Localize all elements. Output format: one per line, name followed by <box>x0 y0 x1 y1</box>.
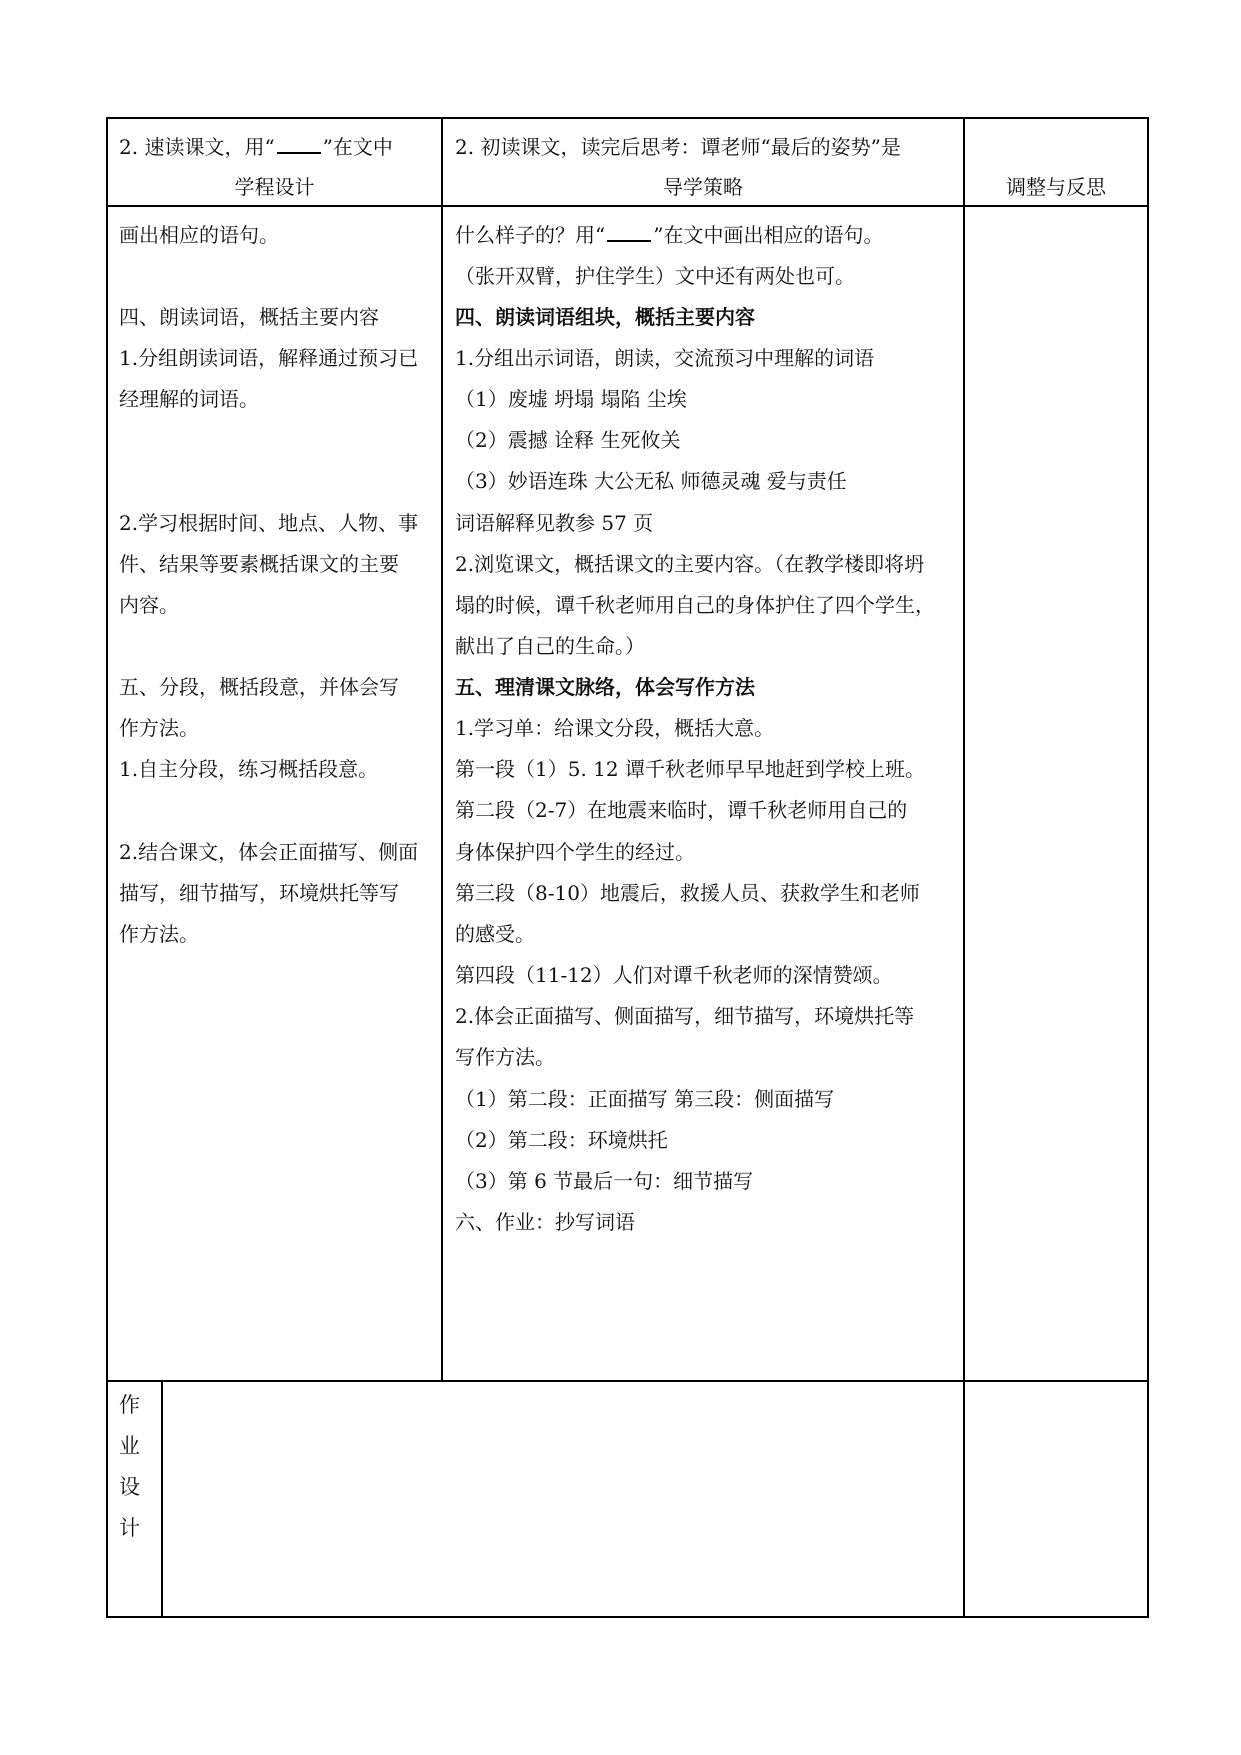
underline-blank <box>607 224 651 242</box>
col2-line: 1.分组出示词语，朗读，交流预习中理解的词语 <box>455 346 875 370</box>
col2-line: 1.学习单：给课文分段，概括大意。 <box>455 716 775 740</box>
table-left-border <box>106 117 108 1618</box>
table-bottom-border <box>106 1616 1149 1618</box>
col2-line: 身体保护四个学生的经过。 <box>455 840 695 864</box>
homework-label-char: 设 <box>119 1475 140 1499</box>
col1-line: 2.结合课文，体会正面描写、侧面 <box>119 840 419 864</box>
col2-homework-line: 六、作业：抄写词语 <box>455 1210 635 1234</box>
col1-line: 作方法。 <box>119 716 199 740</box>
col2-word-group: （1）废墟 坍塌 塌陷 尘埃 <box>455 387 687 411</box>
col1-line: 作方法。 <box>119 922 199 946</box>
col1-header-title: 学程设计 <box>234 175 315 199</box>
col2-line: 塌的时候，谭千秋老师用自己的身体护住了四个学生， <box>455 593 935 617</box>
col2-word-group: （2）震撼 诠释 生死攸关 <box>455 428 681 452</box>
col2-line: 什么样子的？用“ ”在文中画出相应的语句。 <box>455 223 884 247</box>
col1-line: 内容。 <box>119 593 179 617</box>
col1-col2-divider <box>441 117 443 1382</box>
col1-continued-line: 2. 速读课文，用“ ”在文中 <box>119 135 393 159</box>
col1-section-five-heading: 五、分段，概括段意，并体会写 <box>119 675 399 699</box>
col2-line: （1）第二段：正面描写 第三段：侧面描写 <box>455 1087 835 1111</box>
col1-line: 2.学习根据时间、地点、人物、事 <box>119 511 419 535</box>
col2-paragraph-summary: 第一段（1）5. 12 谭千秋老师早早地赶到学校上班。 <box>455 757 925 781</box>
col1-line: 经理解的词语。 <box>119 387 259 411</box>
col1-line: 描写，细节描写，环境烘托等写 <box>119 881 399 905</box>
col1-section-four-heading: 四、朗读词语，概括主要内容 <box>119 305 379 329</box>
homework-label-char: 计 <box>119 1516 140 1540</box>
col1-line: 1.分组朗读词语，解释通过预习已 <box>119 346 419 370</box>
homework-label-char: 业 <box>119 1434 140 1458</box>
col2-line: 词语解释见教参 57 页 <box>455 511 654 535</box>
col2-word-group: （3）妙语连珠 大公无私 师德灵魂 爱与责任 <box>455 469 847 493</box>
col2-line: 2.浏览课文，概括课文的主要内容。（在教学楼即将坍 <box>455 552 925 576</box>
col1-line: 1.自主分段，练习概括段意。 <box>119 757 379 781</box>
col2-section-five-heading: 五、理清课文脉络，体会写作方法 <box>455 675 755 699</box>
col2-line: （2）第二段：环境烘托 <box>455 1128 668 1152</box>
homework-label-divider <box>161 1380 163 1618</box>
col2-line: 2.体会正面描写、侧面描写，细节描写，环境烘托等 <box>455 1004 915 1028</box>
col2-line: 写作方法。 <box>455 1045 555 1069</box>
col1-line: 画出相应的语句。 <box>119 223 279 247</box>
col2-line: （张开双臂，护住学生）文中还有两处也可。 <box>455 264 855 288</box>
underline-blank <box>277 136 321 154</box>
col2-paragraph-summary: 第三段（8-10）地震后，救援人员、获救学生和老师 <box>455 881 920 905</box>
col2-paragraph-summary: 第四段（11-12）人们对谭千秋老师的深情赞颂。 <box>455 963 893 987</box>
table-top-border <box>106 117 1149 119</box>
col3-header-title: 调整与反思 <box>1006 175 1106 199</box>
col2-header-title: 导学策略 <box>663 175 743 199</box>
header-bottom-border <box>106 205 1149 207</box>
col2-line: 献出了自己的生命。） <box>455 634 645 658</box>
col1-line: 件、结果等要素概括课文的主要 <box>119 552 399 576</box>
col2-continued-line: 2. 初读课文，读完后思考：谭老师“最后的姿势”是 <box>455 135 901 159</box>
col2-line: 的感受。 <box>455 922 535 946</box>
col2-section-four-heading: 四、朗读词语组块，概括主要内容 <box>455 305 755 329</box>
col2-col3-divider <box>963 117 965 1618</box>
col2-paragraph-summary: 第二段（2-7）在地震来临时，谭千秋老师用自己的 <box>455 798 908 822</box>
homework-label-char: 作 <box>119 1393 140 1417</box>
col2-line: （3）第 6 节最后一句：细节描写 <box>455 1169 754 1193</box>
body-bottom-border <box>106 1380 1149 1382</box>
table-right-border <box>1147 117 1149 1618</box>
